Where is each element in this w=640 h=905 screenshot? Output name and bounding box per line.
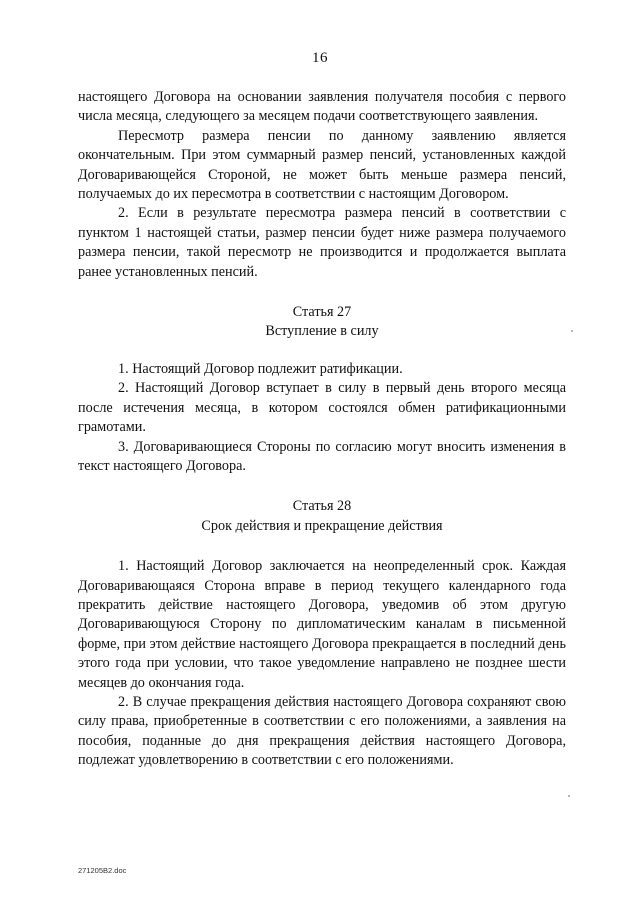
document-body [78, 88, 566, 771]
paragraph-revision-clause-2: 2. Если в результате пересмотра размера пенсий в соответствии с пунктом 1 настоящей статьи, размер пенсии будет ниже размера получаемого размера пенсии, такой пересмотр не производится и продолжается выплата ранее установленных пенсий. [78, 205, 566, 280]
scan-speck [571, 330, 573, 332]
page-number: 16 [312, 50, 328, 66]
article-28-title: Срок действия и прекращение действия [201, 517, 443, 534]
article-27-clause-3: 3. Договаривающиеся Стороны по согласию могут вносить изменения в текст настоящего Договора. [78, 438, 566, 474]
article-28-clause-1: 1. Настоящий Договор заключается на неопределенный срок. Каждая Договаривающаяся Сторона вправе в период текущего календарного года прекратить действие настоящего Договора, уведомив об этом другую Договаривающуюся Сторону по дипломатическим каналам в письменной форме, при этом действие настоящего Договора прекращается в последний день этого года при условии, что такое уведомление направлено не позднее шести месяцев до окончания года. [78, 558, 566, 691]
paragraph-continuation: настоящего Договора на основании заявления получателя пособия с первого числа месяца, следующего за месяцем подачи соответствующего заявления. [78, 89, 566, 125]
file-name-footer: 271205B2.doc [78, 866, 127, 875]
article-27-title: Вступление в силу [265, 323, 379, 340]
scan-speck [568, 795, 570, 797]
spacer [78, 536, 566, 557]
article-27-clause-2: 2. Настоящий Договор вступает в силу в первый день второго месяца после истечения месяца, в котором состоялся обмен ратификационными грамотами. [78, 380, 566, 436]
paragraph-revision-final: Пересмотр размера пенсии по данному заявлению является окончательным. При этом суммарный размер пенсий, установленных каждой Договаривающейся Стороной, не может быть меньше размера пенсий, получаемых до их пересмотра в соответствии с настоящим Договором. [78, 127, 566, 203]
article-28-number: Статья 28 [292, 498, 352, 515]
article-27-clause-1: 1. Настоящий Договор подлежит ратификации. [118, 360, 403, 377]
article-28-clause-2: 2. В случае прекращения действия настоящего Договора сохраняют свою силу права, приобретенные в соответствии с его положениями, а заявления на пособия, поданные до дня прекращения действия настоящего Договора, подлежат удовлетворению в соответствии с его положениями. [78, 693, 566, 769]
spacer [78, 476, 566, 497]
article-27-number: Статья 27 [292, 304, 352, 321]
spacer [78, 282, 566, 303]
spacer [78, 342, 566, 360]
